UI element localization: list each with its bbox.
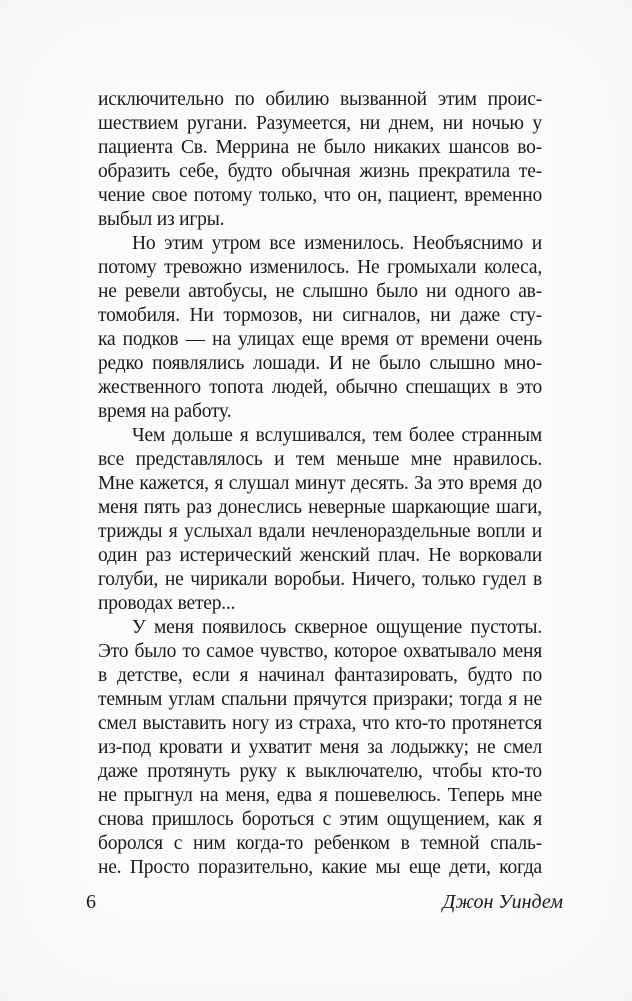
text-line: не ревели автобусы, не слышно было ни одного ав-: [98, 281, 542, 302]
text-line: редко появлялись лошади. И не было слышно мно-: [98, 353, 542, 374]
paragraph: [98, 88, 542, 232]
page-text-block: [98, 88, 542, 880]
text-line: томобиля. Ни тормозов, ни сигналов, ни даже сту-: [98, 305, 542, 326]
paragraph: [98, 424, 542, 616]
text-line: боролся с ним когда-то ребенком в темной спаль-: [98, 833, 542, 854]
text-line: жественного топота людей, обычно спешащих в это: [98, 377, 542, 398]
text-line: трижды я услыхал вдали нечленораздельные вопли и: [98, 521, 542, 542]
text-line: ка подков — на улицах еще время от времени очень: [98, 329, 542, 350]
text-line: Мне кажется, я слушал минут десять. За это время до: [98, 473, 542, 494]
text-line: из-под кровати и ухватит меня за лодыжку; не смел: [98, 737, 542, 758]
text-line: время на работу.: [98, 401, 232, 422]
text-line: проводах ветер...: [98, 593, 236, 614]
text-line: У меня появилось скверное ощущение пустоты.: [132, 617, 542, 638]
text-line: даже протянуть руку к выключателю, чтобы кто-то: [98, 761, 542, 782]
text-line: пациента Св. Меррина не было никаких шансов во-: [98, 137, 542, 158]
text-line: не. Просто поразительно, какие мы еще дети, когда: [98, 857, 542, 878]
text-line: в детстве, если я начинал фантазировать, будто по: [98, 665, 542, 686]
running-title-author: Джон Уиндем: [442, 891, 563, 913]
text-line: не прыгнул на меня, едва я пошевелюсь. Теперь мне: [98, 785, 542, 806]
page-number: 6: [86, 891, 96, 913]
text-line: чение свое потому только, что он, пациент, временно: [98, 185, 542, 206]
text-line: шествием ругани. Разумеется, ни днем, ни ночью у: [98, 113, 542, 134]
text-line: один раз истерический женский плач. Не ворковали: [98, 545, 542, 566]
text-line: смел выставить ногу из страха, что кто-то протянется: [98, 713, 542, 734]
text-line: голуби, не чирикали воробьи. Ничего, только гудел в: [98, 569, 542, 590]
text-line: выбыл из игры.: [98, 209, 225, 230]
text-line: Но этим утром все изменилось. Необъяснимо и: [132, 233, 542, 254]
text-line: Чем дольше я вслушивался, тем более странным: [132, 425, 542, 446]
text-line: Это было то самое чувство, которое охватывало меня: [98, 641, 542, 662]
text-line: потому тревожно изменилось. Не громыхали колеса,: [98, 257, 542, 278]
paragraph: [98, 616, 542, 880]
paragraph: [98, 232, 542, 424]
text-line: образить себе, будто обычная жизнь прекратила те-: [98, 161, 542, 182]
text-line: исключительно по обилию вызванной этим проис-: [98, 89, 542, 110]
page-footer: [86, 889, 563, 915]
text-line: снова пришлось бороться с этим ощущением, как я: [98, 809, 542, 830]
text-line: все представлялось и тем меньше мне нравилось.: [98, 449, 542, 470]
text-line: темным углам спальни прячутся призраки; тогда я не: [98, 689, 542, 710]
text-line: меня пять раз донеслись неверные шаркающие шаги,: [98, 497, 542, 518]
